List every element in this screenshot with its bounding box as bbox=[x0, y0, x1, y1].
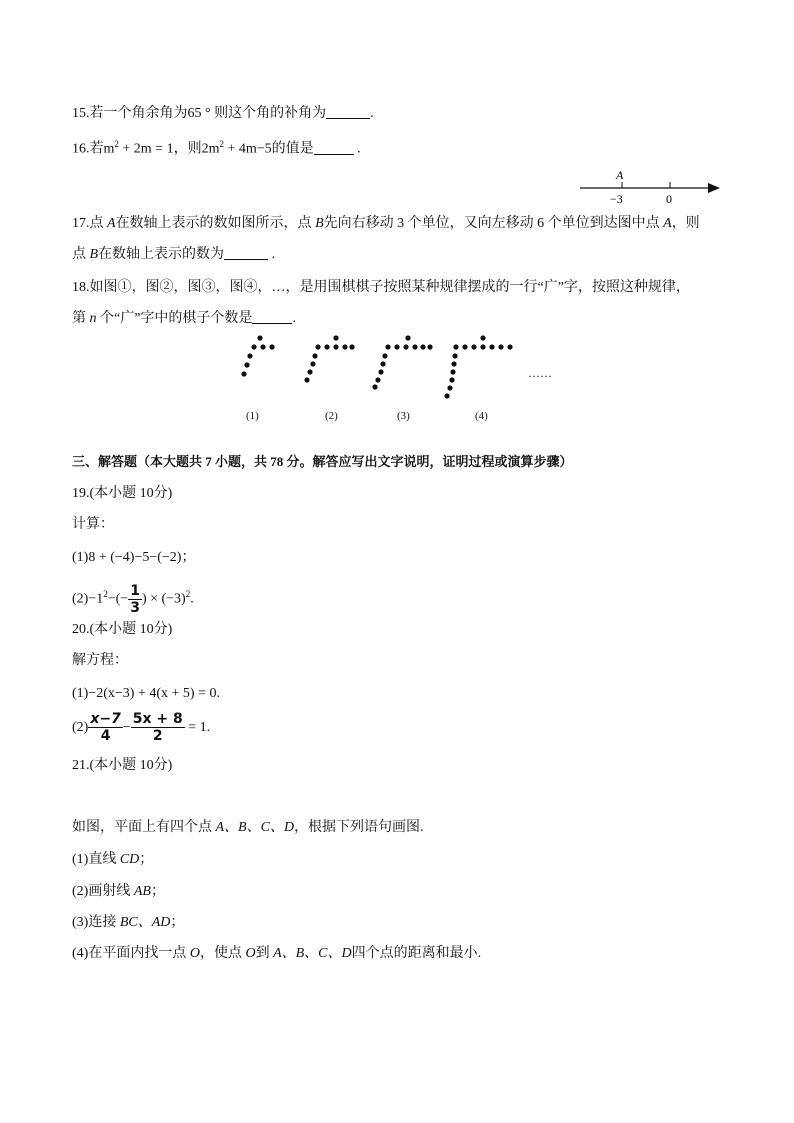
figure-3 bbox=[372, 335, 432, 389]
q19-part1: (1)8 + (−4)−5−(−2)； bbox=[72, 550, 196, 565]
number-line-figure bbox=[580, 168, 720, 208]
q17-answer-blank[interactable] bbox=[224, 245, 268, 260]
q21-item-2: (2)画射线 AB； bbox=[72, 884, 165, 899]
q21-intro: 如图，平面上有四个点 A、B、C、D，根据下列语句画图. bbox=[72, 820, 424, 835]
q19-instruction: 计算： bbox=[72, 517, 114, 532]
q21-header: 21.(本小题 10分) bbox=[72, 758, 173, 773]
question-18-line2: 第 n 个“广”字中的棋子个数是 . bbox=[72, 311, 296, 326]
fraction-one-third: $\frac{1}{3}$ bbox=[130, 582, 140, 616]
question-15: 15.若一个角余角为65 ° 则这个角的补角为 . bbox=[72, 106, 374, 121]
q21-item-4: (4)在平面内找一点 O，使点 O到 A、B、C、D四个点的距离和最小. bbox=[72, 946, 482, 961]
tick-label-zero: 0 bbox=[666, 192, 672, 206]
figure-label-4: (4) bbox=[475, 410, 488, 422]
q15-text: 15.若一个角余角为65 ° 则这个角的补角为 bbox=[72, 106, 327, 121]
point-a-label: A bbox=[616, 168, 624, 182]
q16-answer-blank[interactable] bbox=[314, 140, 354, 155]
figure-label-2: (2) bbox=[325, 410, 338, 422]
figure-label-3: (3) bbox=[397, 410, 410, 422]
q20-instruction: 解方程： bbox=[72, 653, 128, 668]
q20-part2: (2) $\frac{x-7}{4}$ − $\frac{5x + 8}{2}$ = 1. bbox=[72, 711, 211, 745]
q20-part1: (1)−2(x−3) + 4(x + 5) = 0. bbox=[72, 686, 220, 701]
q19-part2: $(2)-1^2-(-$ $\frac{1}{3}$ ) × $(-3)^2$. bbox=[72, 582, 194, 616]
q21-item-3: (3)连接 BC、AD； bbox=[72, 915, 185, 930]
q20-header: 20.(本小题 10分) bbox=[72, 622, 173, 637]
section-3-heading: 三、解答题（本大题共 7 小题，共 78 分。解答应写出文字说明，证明过程或演算步骤） bbox=[72, 454, 573, 469]
tick-label-minus3: −3 bbox=[610, 192, 623, 206]
q21-item-1: (1)直线 CD； bbox=[72, 852, 154, 867]
question-16: 16.若$m^2 + 2m = 1$，则$2m^2 + 4m-5$的值是 . bbox=[72, 139, 361, 157]
question-17-line2: 点 B在数轴上表示的数为 . bbox=[72, 247, 276, 262]
figures-ellipsis: …… bbox=[528, 366, 552, 380]
fraction-5x-plus-8-over-2: $\frac{5x + 8}{2}$ bbox=[132, 711, 183, 745]
q15-answer-blank[interactable] bbox=[326, 104, 370, 119]
question-18-line1: 18.如图①，图②，图③，图④，…，是用围棋棋子按照某种规律摆成的一行“广”字，按照这种规律， bbox=[72, 280, 690, 295]
q19-header: 19.(本小题 10分) bbox=[72, 486, 173, 501]
figure-2 bbox=[304, 335, 354, 382]
fraction-x-minus-7-over-4: $\frac{x-7}{4}$ bbox=[90, 711, 121, 745]
question-17-line1: 17.点 A在数轴上表示的数如图所示，点 B先向右移动 3 个单位，又向左移动 6 个单位到达图中点 A，则 bbox=[72, 216, 700, 231]
figure-1 bbox=[241, 335, 274, 376]
figure-4 bbox=[444, 335, 512, 398]
number-line-arrow bbox=[708, 183, 720, 193]
figure-label-1: (1) bbox=[246, 410, 259, 422]
guang-figures bbox=[230, 330, 530, 410]
q18-answer-blank[interactable] bbox=[252, 309, 292, 324]
